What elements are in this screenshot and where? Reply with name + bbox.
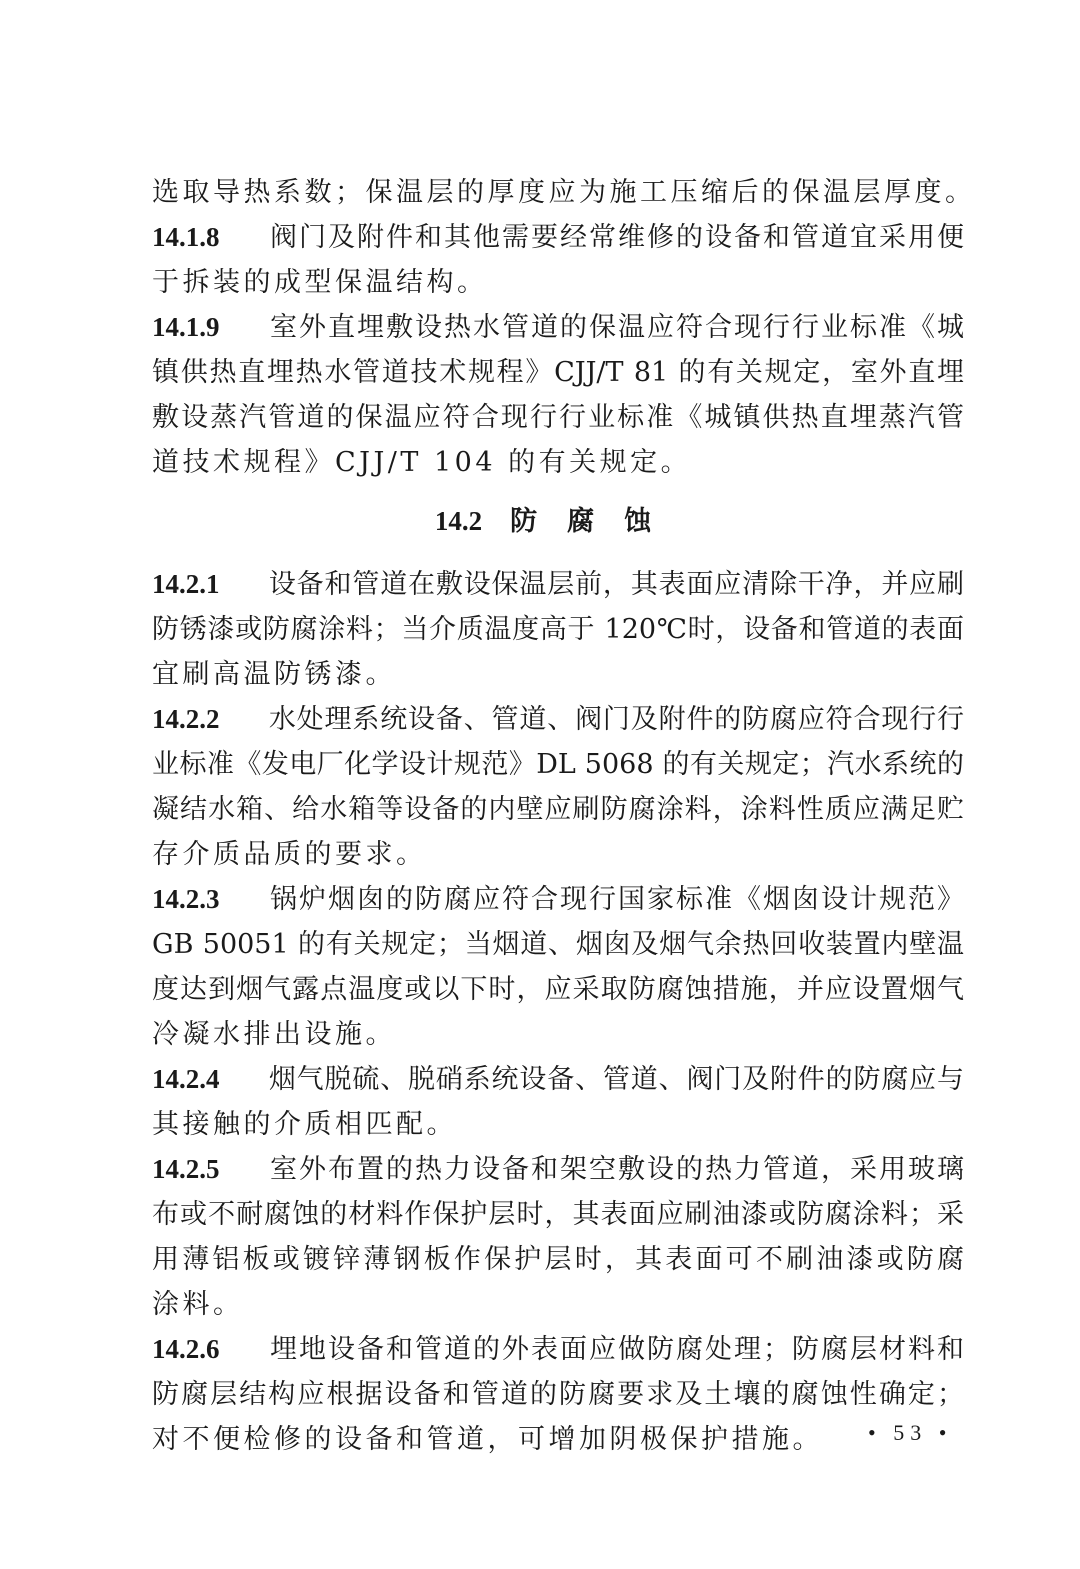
clause-number: 14.2.1 — [152, 569, 220, 599]
continuation-line: 选取导热系数；保温层的厚度应为施工压缩后的保温层厚度。 — [152, 177, 976, 208]
page-number-value: 53 — [893, 1420, 928, 1445]
clause-line — [152, 1057, 964, 1102]
clause-number: 14.2.6 — [152, 1334, 220, 1364]
clause-line — [152, 877, 964, 922]
clause-14-2-5 — [152, 1147, 964, 1327]
section-number: 14.2 — [434, 506, 483, 536]
clause-number: 14.2.2 — [152, 704, 220, 734]
clause-14-2-6 — [152, 1327, 964, 1462]
clause-text: 埋地设备和管道的外表面应做防腐处理；防腐层材料和 — [268, 1334, 964, 1365]
clause-text: 水处理系统设备、管道、阀门及附件的防腐应符合现行行 — [268, 704, 964, 735]
clause-line: 道技术规程》CJJ/T 104 的有关规定。 — [152, 447, 692, 478]
clause-14-1-8 — [152, 215, 964, 305]
clause-line: 防腐层结构应根据设备和管道的防腐要求及土壤的腐蚀性确定； — [152, 1379, 964, 1410]
clause-text: 室外布置的热力设备和架空敷设的热力管道，采用玻璃 — [268, 1154, 964, 1185]
clause-14-2-1 — [152, 562, 964, 697]
section-title: 防腐蚀 — [510, 506, 682, 537]
clause-line: 宜刷高温防锈漆。 — [152, 659, 396, 690]
clause-line: 用薄铝板或镀锌薄钢板作保护层时，其表面可不刷油漆或防腐 — [152, 1244, 964, 1275]
clause-14-2-2 — [152, 697, 964, 877]
clause-14-1-9 — [152, 305, 964, 485]
clause-line: 防锈漆或防腐涂料；当介质温度高于 120℃时，设备和管道的表面 — [152, 614, 964, 645]
clause-line: 度达到烟气露点温度或以下时，应采取防腐蚀措施，并应设置烟气 — [152, 974, 964, 1005]
clause-text: 室外直埋敷设热水管道的保温应符合现行行业标准《城 — [268, 312, 964, 343]
clause-line: 冷凝水排出设施。 — [152, 1019, 396, 1050]
clause-line: GB 50051 的有关规定；当烟道、烟囱及烟气余热回收装置内壁温 — [152, 929, 964, 960]
clause-text: 设备和管道在敷设保温层前，其表面应清除干净，并应刷 — [268, 569, 964, 600]
clause-line: 涂料。 — [152, 1289, 244, 1320]
clause-text: 阀门及附件和其他需要经常维修的设备和管道宜采用便 — [268, 222, 964, 253]
clause-line: 其接触的介质相匹配。 — [152, 1109, 457, 1140]
clause-14-2-4 — [152, 1057, 964, 1147]
clause-number: 14.2.3 — [152, 884, 220, 914]
clause-line: 存介质品质的要求。 — [152, 839, 427, 870]
clause-text: 烟气脱硫、脱硝系统设备、管道、阀门及附件的防腐应与 — [268, 1064, 964, 1095]
clause-line: 敷设蒸汽管道的保温应符合现行行业标准《城镇供热直埋蒸汽管 — [152, 402, 964, 433]
body-text — [152, 170, 976, 1462]
clause-number: 14.1.8 — [152, 222, 220, 252]
clause-line — [152, 215, 964, 260]
clause-line — [152, 697, 964, 742]
clause-line: 于拆装的成型保温结构。 — [152, 267, 488, 298]
clause-line: 布或不耐腐蚀的材料作保护层时，其表面应刷油漆或防腐涂料；采 — [152, 1199, 964, 1230]
clause-number: 14.1.9 — [152, 312, 220, 342]
page-number: • 53 • — [868, 1420, 953, 1445]
clause-line: 镇供热直埋热水管道技术规程》CJJ/T 81 的有关规定，室外直埋 — [152, 357, 964, 388]
clause-line — [152, 1147, 964, 1192]
clause-number: 14.2.5 — [152, 1154, 220, 1184]
clause-14-2-3 — [152, 877, 964, 1057]
clause-line: 对不便检修的设备和管道，可增加阴极保护措施。 — [152, 1424, 823, 1455]
clause-number: 14.2.4 — [152, 1064, 220, 1094]
section-heading — [152, 499, 964, 544]
clause-text: 锅炉烟囱的防腐应符合现行国家标准《烟囱设计规范》 — [268, 884, 964, 915]
clause-line — [152, 562, 964, 607]
clause-line: 业标准《发电厂化学设计规范》DL 5068 的有关规定；汽水系统的 — [152, 749, 964, 780]
clause-line — [152, 305, 964, 350]
clause-line — [152, 1327, 964, 1372]
clause-line: 凝结水箱、给水箱等设备的内壁应刷防腐涂料，涂料性质应满足贮 — [152, 794, 964, 825]
